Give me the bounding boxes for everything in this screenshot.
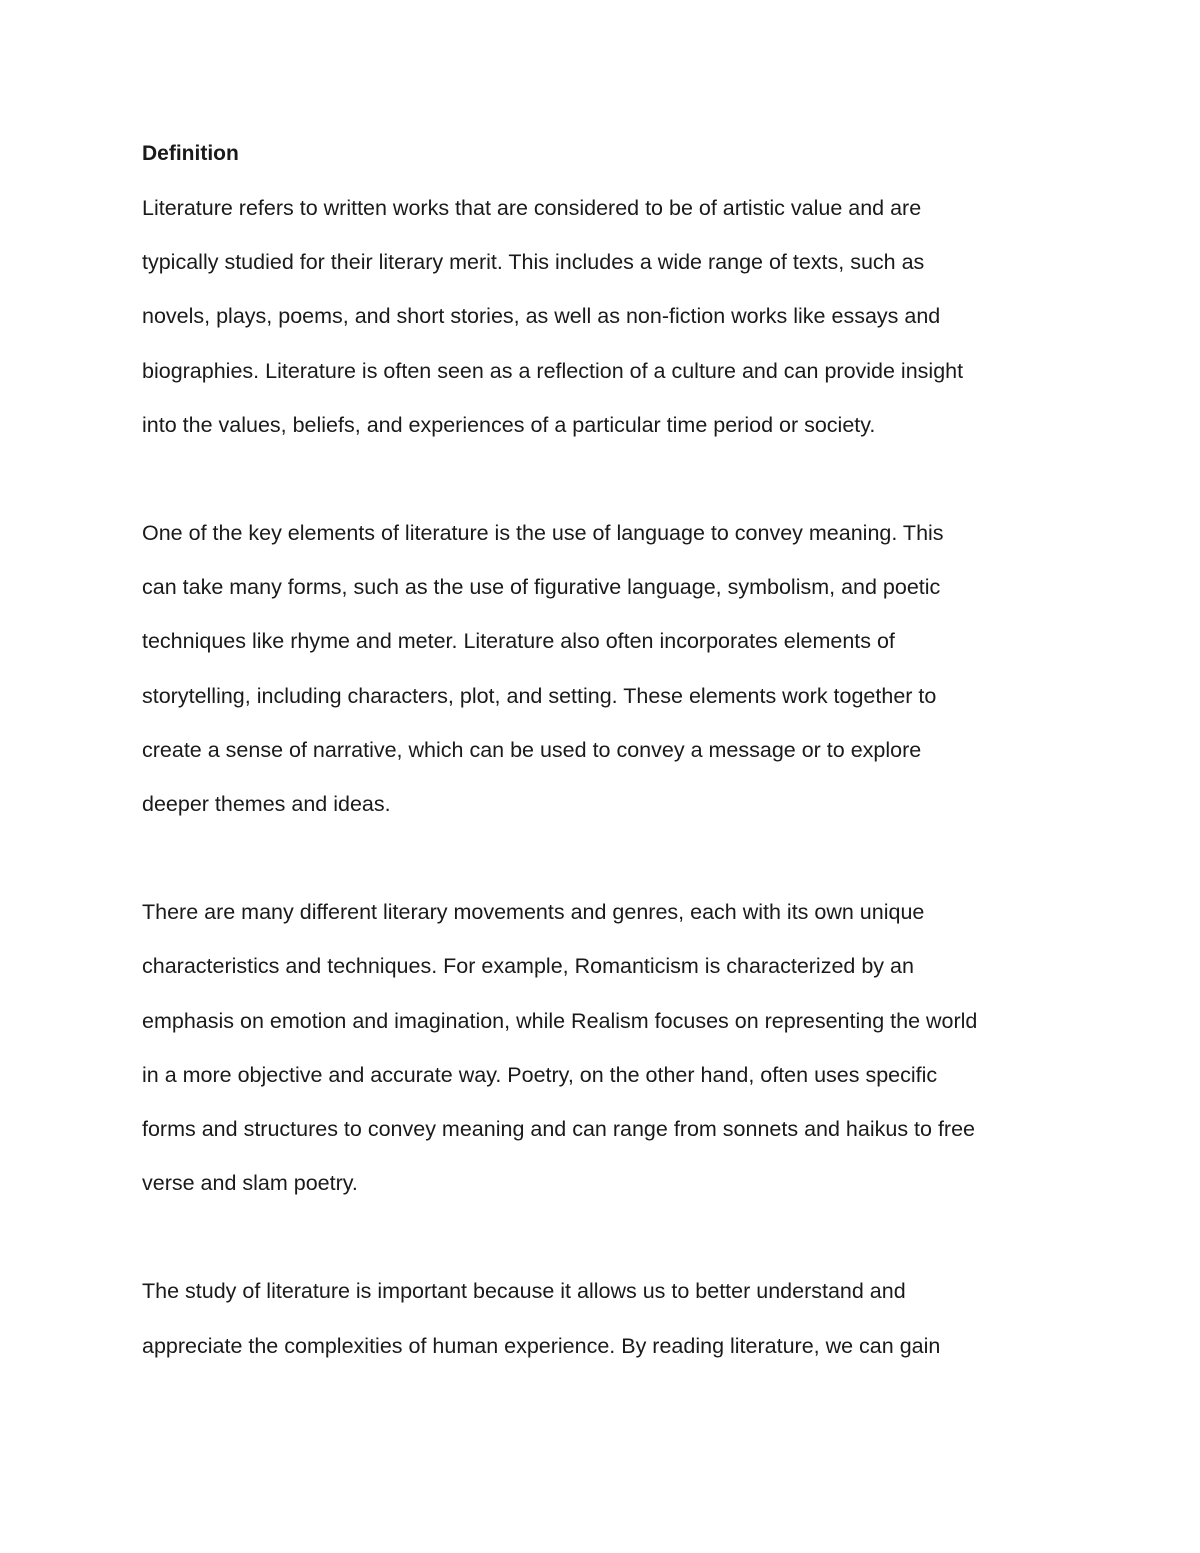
text-line: deeper themes and ideas. (142, 792, 391, 817)
text-line: techniques like rhyme and meter. Literature also often incorporates elements of (142, 629, 895, 654)
text-line: typically studied for their literary merit. This includes a wide range of texts, such as (142, 250, 925, 275)
paragraph-1 (142, 181, 1082, 452)
text-line: appreciate the complexities of human experience. By reading literature, we can gain (142, 1333, 941, 1358)
text-line: emphasis on emotion and imagination, while Realism focuses on representing the world (142, 1008, 978, 1033)
text-line: create a sense of narrative, which can be used to convey a message or to explore (142, 737, 922, 762)
paragraph-4 (142, 1264, 1082, 1372)
text-line: novels, plays, poems, and short stories, as well as non-fiction works like essays and (142, 304, 941, 329)
document-heading: Definition (142, 142, 239, 165)
text-line: The study of literature is important because it allows us to better understand and (142, 1279, 906, 1304)
text-line: Literature refers to written works that are considered to be of artistic value and are (142, 196, 922, 220)
text-line: into the values, beliefs, and experiences of a particular time period or society. (142, 412, 876, 437)
text-line: verse and slam poetry. (142, 1171, 358, 1196)
text-line: storytelling, including characters, plot, and setting. These elements work together to (142, 683, 937, 708)
paragraph-3 (142, 885, 1082, 1210)
text-line: There are many different literary movements and genres, each with its own unique (142, 900, 925, 925)
text-line: forms and structures to convey meaning and can range from sonnets and haikus to free (142, 1117, 975, 1142)
document-body (142, 127, 1082, 1373)
paragraph-2 (142, 506, 1082, 831)
text-line: can take many forms, such as the use of figurative language, symbolism, and poetic (142, 575, 941, 600)
text-line: characteristics and techniques. For example, Romanticism is characterized by an (142, 954, 914, 979)
text-line: biographies. Literature is often seen as a reflection of a culture and can provide insight (142, 358, 964, 383)
text-line: One of the key elements of literature is the use of language to convey meaning. This (142, 521, 944, 546)
text-line: in a more objective and accurate way. Poetry, on the other hand, often uses specific (142, 1062, 938, 1087)
